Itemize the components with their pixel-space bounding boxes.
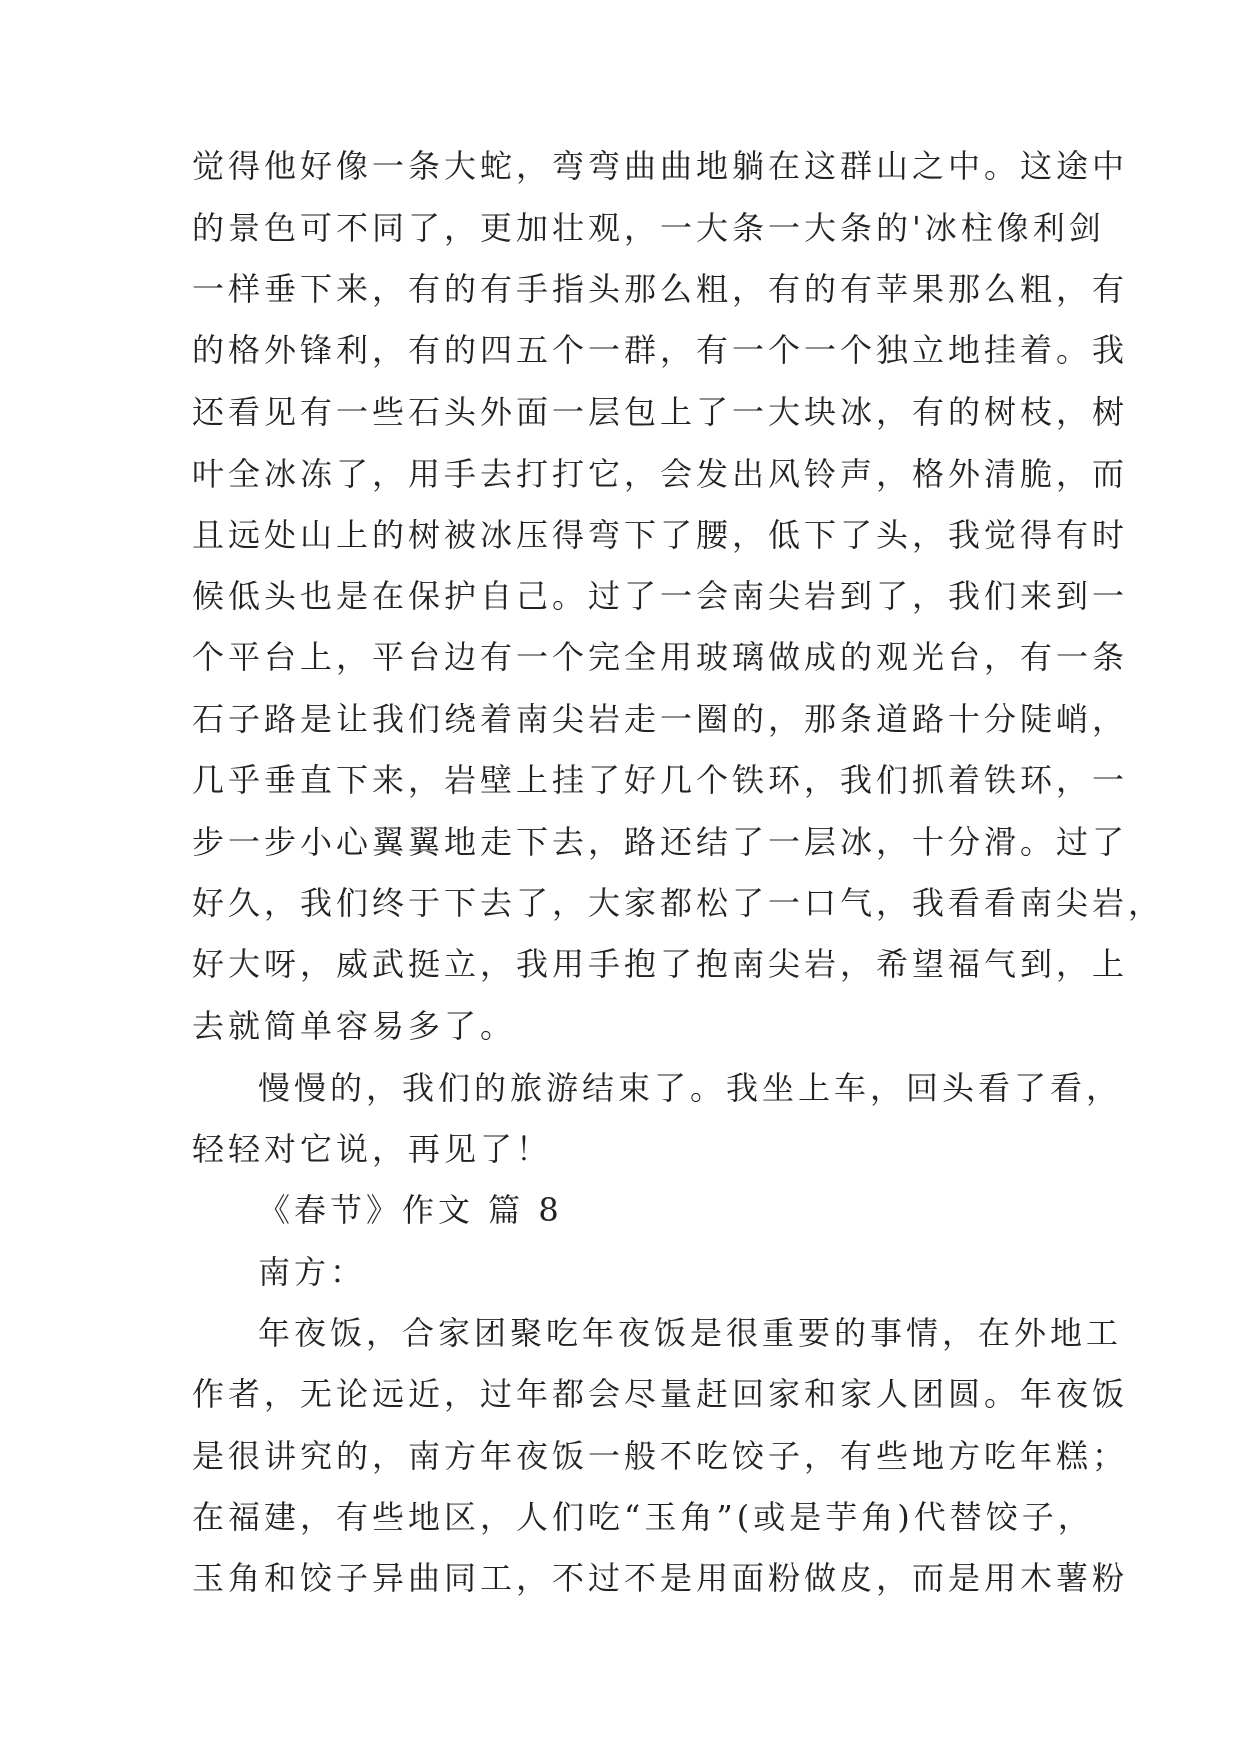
body-text-line: 玉角和饺子异曲同工，不过不是用面粉做皮，而是用木薯粉 — [192, 1559, 1129, 1597]
body-text-line: 是很讲究的，南方年夜饭一般不吃饺子，有些地方吃年糕； — [192, 1437, 1129, 1475]
body-text-line: 的景色可不同了，更加壮观，一大条一大条的'冰柱像利剑 — [192, 209, 1105, 247]
body-text-line: 好久，我们终于下去了，大家都松了一口气，我看看南尖岩， — [192, 884, 1165, 922]
paragraph-start-line: 年夜饭，合家团聚吃年夜饭是很重要的事情，在外地工 — [258, 1314, 1123, 1352]
body-text-line: 几乎垂直下来，岩壁上挂了好几个铁环，我们抓着铁环，一 — [192, 761, 1129, 799]
body-text-line: 步一步小心翼翼地走下去，路还结了一层冰，十分滑。过了 — [192, 823, 1129, 861]
body-text-line: 轻轻对它说，再见了！ — [192, 1130, 553, 1168]
body-text-line: 个平台上，平台边有一个完全用玻璃做成的观光台，有一条 — [192, 638, 1129, 676]
body-text-line: 去就简单容易多了。 — [192, 1007, 517, 1045]
body-text-line: 石子路是让我们绕着南尖岩走一圈的，那条道路十分陡峭， — [192, 700, 1129, 738]
body-text-line: 一样垂下来，有的有手指头那么粗，有的有苹果那么粗，有 — [192, 270, 1129, 308]
body-text-line: 的格外锋利，有的四五个一群，有一个一个独立地挂着。我 — [192, 331, 1129, 369]
body-text-line: 叶全冰冻了，用手去打打它，会发出风铃声，格外清脆，而 — [192, 455, 1129, 493]
body-text-line: 作者，无论远近，过年都会尽量赶回家和家人团圆。年夜饭 — [192, 1375, 1129, 1413]
body-text-line: 觉得他好像一条大蛇，弯弯曲曲地躺在这群山之中。这途中 — [192, 147, 1129, 185]
body-text-line: 还看见有一些石头外面一层包上了一大块冰，有的树枝，树 — [192, 393, 1129, 431]
body-text-line: 好大呀，威武挺立，我用手抱了抱南尖岩，希望福气到，上 — [192, 945, 1129, 983]
subsection-label: 南方： — [258, 1253, 367, 1291]
paragraph-start-line: 慢慢的，我们的旅游结束了。我坐上车，回头看了看， — [258, 1069, 1123, 1107]
body-text-line: 且远处山上的树被冰压得弯下了腰，低下了头，我觉得有时 — [192, 516, 1129, 554]
section-heading: 《春节》作文 篇 8 — [258, 1191, 563, 1229]
body-text-line: 在福建，有些地区，人们吃“玉角”(或是芋角)代替饺子， — [192, 1498, 1094, 1536]
body-text-line: 候低头也是在保护自己。过了一会南尖岩到了，我们来到一 — [192, 577, 1129, 615]
